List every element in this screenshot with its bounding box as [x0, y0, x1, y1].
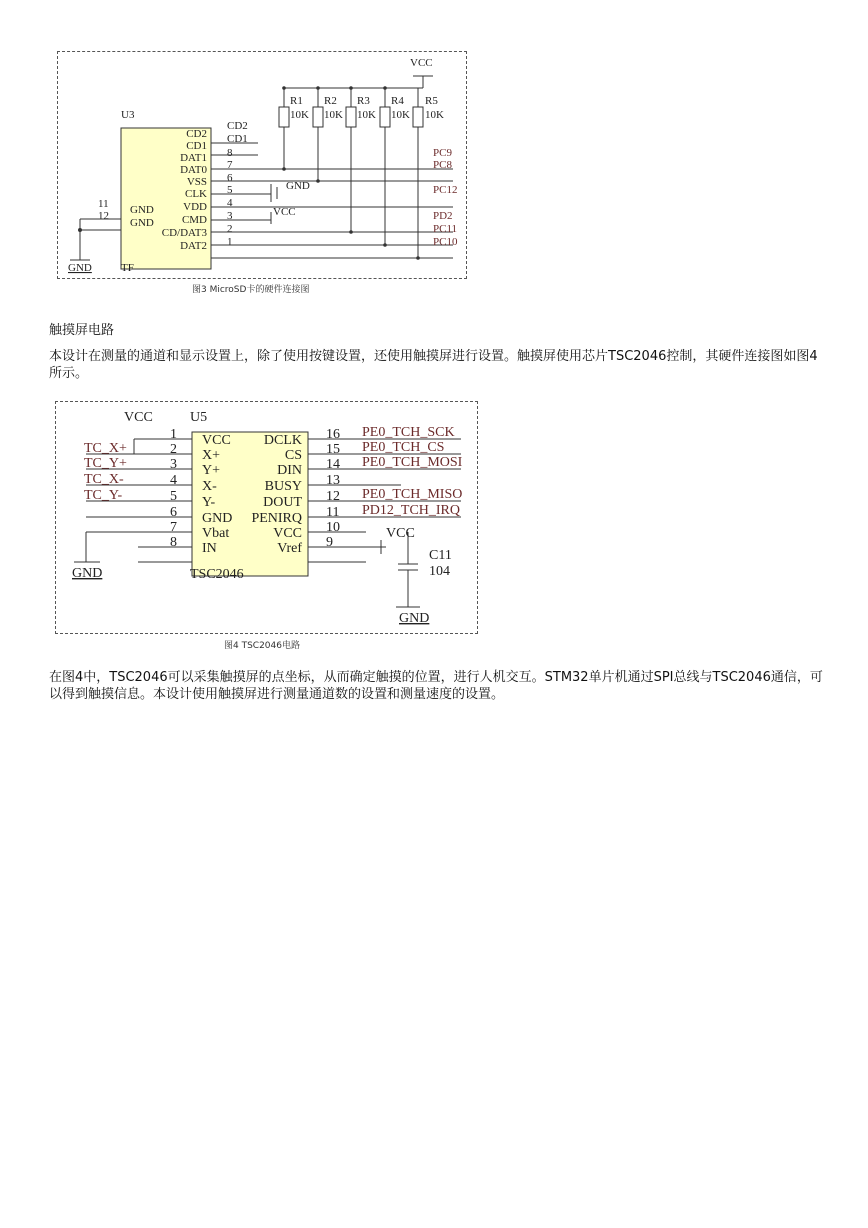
left-pin-number-12: 12	[98, 210, 109, 222]
signal-tc-y-minus: TC_Y-	[84, 488, 123, 503]
pin-dout: DOUT	[263, 495, 302, 510]
signal-wires	[211, 169, 453, 258]
paragraph-2: 在图4中，TSC2046可以采集触摸屏的点坐标，从而确定触摸的位置，进行人机交互。STM32单片机通过SPI总线与TSC2046通信，可以得到触摸信息。本设计使用触摸屏进行测量通道数的设置和测量速度的设置。	[49, 670, 823, 702]
pin-number-3: 3	[170, 457, 177, 472]
vcc-label: VCC	[410, 57, 433, 69]
pin-in: IN	[202, 541, 217, 556]
tf-label: TF	[121, 262, 134, 274]
pin-cs: CS	[284, 448, 302, 463]
pin-din: DIN	[277, 463, 302, 478]
pin-busy: BUSY	[264, 479, 302, 494]
left-gnd-wires	[70, 219, 121, 260]
pin-number-7: 7	[170, 520, 177, 535]
pin-vcc: VCC	[202, 433, 231, 448]
pin-number-4: 4	[227, 197, 233, 209]
r5-value: 10K	[425, 109, 444, 121]
u5-label: U5	[190, 410, 208, 425]
vcc-top-label: VCC	[124, 410, 153, 425]
pin-number-6: 6	[170, 505, 177, 520]
pin-penirq: PENIRQ	[251, 511, 302, 526]
pin-vref: Vref	[277, 541, 302, 556]
pin-number-14: 14	[326, 457, 340, 472]
pin-x-minus: X-	[202, 479, 217, 494]
net-pc9: PC9	[433, 147, 452, 159]
pin-cd2: CD2	[186, 128, 207, 140]
junction-dot	[78, 228, 82, 232]
signal-pe0-tch-mosi: PE0_TCH_MOSI	[362, 455, 463, 470]
microsd-circuit-diagram	[58, 52, 466, 278]
signal-pe0-tch-sck: PE0_TCH_SCK	[362, 425, 455, 440]
pin-cd-dat3: CD/DAT3	[161, 227, 207, 239]
net-pc11: PC11	[433, 223, 458, 235]
pin-cd1: CD1	[186, 140, 207, 152]
pin-cmd: CMD	[181, 214, 207, 226]
r1-value: 10K	[290, 109, 309, 121]
pin-vss: VSS	[186, 176, 207, 188]
pin-number-16: 16	[326, 427, 340, 442]
vcc-right-label: VCC	[386, 526, 415, 541]
capacitor-value: 104	[429, 564, 450, 579]
paragraph-1: 本设计在测量的通道和显示设置上，除了使用按键设置，还使用触摸屏进行设置。触摸屏使用芯片TSC2046控制，其硬件连接图如图4所示。	[49, 349, 818, 381]
pin-number-2: 2	[170, 442, 177, 457]
vdd-vcc-label: VCC	[273, 206, 296, 218]
pin-x-plus: X+	[202, 448, 221, 463]
ext-label-cd1: CD1	[227, 133, 248, 145]
pin-number-3: 3	[227, 210, 233, 222]
pin-dat1: DAT1	[180, 152, 207, 164]
gnd-left-label: GND	[72, 566, 103, 581]
net-pd2: PD2	[433, 210, 453, 222]
u3-label: U3	[121, 109, 135, 121]
r2-name: R2	[324, 95, 337, 107]
pin-vdd: VDD	[183, 201, 207, 213]
left-pin-number-11: 11	[98, 198, 109, 210]
pin-number-8: 8	[227, 147, 233, 159]
r3-name: R3	[357, 95, 370, 107]
vss-gnd-label: GND	[286, 180, 310, 192]
r3-value: 10K	[357, 109, 376, 121]
figure-4-tsc2046-schematic	[55, 401, 478, 634]
section-title: 触摸屏电路	[49, 323, 115, 338]
tsc2046-chip-label: TSC2046	[190, 567, 244, 582]
signal-pd12-tch-irq: PD12_TCH_IRQ	[362, 503, 461, 518]
pin-dclk: DCLK	[263, 433, 302, 448]
ext-label-cd2: CD2	[227, 120, 248, 132]
pin-number-1: 1	[170, 427, 177, 442]
gnd-left-label: GND	[68, 262, 92, 274]
pin-number-12: 12	[326, 489, 340, 504]
pin-clk: CLK	[185, 188, 207, 200]
r1-name: R1	[290, 95, 303, 107]
pin-number-6: 6	[227, 172, 233, 184]
pin-vbat: Vbat	[202, 526, 230, 541]
pin-number-1: 1	[227, 236, 233, 248]
net-pc12: PC12	[433, 184, 458, 196]
figure-3-microsd-schematic	[57, 51, 467, 279]
pin-dat0: DAT0	[180, 164, 207, 176]
net-pc8: PC8	[433, 159, 452, 171]
left-pin-gnd-2: GND	[130, 217, 154, 229]
capacitor-name: C11	[429, 548, 452, 563]
r4-name: R4	[391, 95, 404, 107]
figure-3-caption: 图3 MicroSD卡的硬件连接图	[192, 285, 310, 295]
pin-number-5: 5	[170, 489, 177, 504]
signal-pe0-tch-miso: PE0_TCH_MISO	[362, 487, 463, 502]
pin-number-15: 15	[326, 442, 340, 457]
pin-y-plus: Y+	[202, 463, 221, 478]
r2-value: 10K	[324, 109, 343, 121]
pin-number-4: 4	[170, 473, 177, 488]
figure-4-caption: 图4 TSC2046电路	[224, 641, 300, 651]
pin-y-minus: Y-	[202, 495, 216, 510]
pin-number-2: 2	[227, 223, 233, 235]
net-pc10: PC10	[433, 236, 458, 248]
pin-number-7: 7	[227, 159, 233, 171]
pin-vcc-right: VCC	[273, 526, 302, 541]
pin-number-5: 5	[227, 184, 233, 196]
r5-name: R5	[425, 95, 438, 107]
tsc2046-circuit-diagram	[56, 402, 477, 633]
pin-gnd: GND	[202, 511, 233, 526]
pin-dat2: DAT2	[180, 240, 207, 252]
left-pin-gnd-1: GND	[130, 204, 154, 216]
signal-tc-x-minus: TC_X-	[84, 472, 124, 487]
signal-tc-x-plus: TC_X+	[84, 441, 127, 456]
pin-number-8: 8	[170, 535, 177, 550]
pin-number-13: 13	[326, 473, 340, 488]
signal-pe0-tch-cs: PE0_TCH_CS	[362, 440, 445, 455]
pin-number-9: 9	[326, 535, 333, 550]
signal-tc-y-plus: TC_Y+	[84, 456, 127, 471]
pin-number-10: 10	[326, 520, 340, 535]
r4-value: 10K	[391, 109, 410, 121]
pin-number-11: 11	[326, 505, 340, 520]
gnd-right-label: GND	[399, 611, 430, 626]
